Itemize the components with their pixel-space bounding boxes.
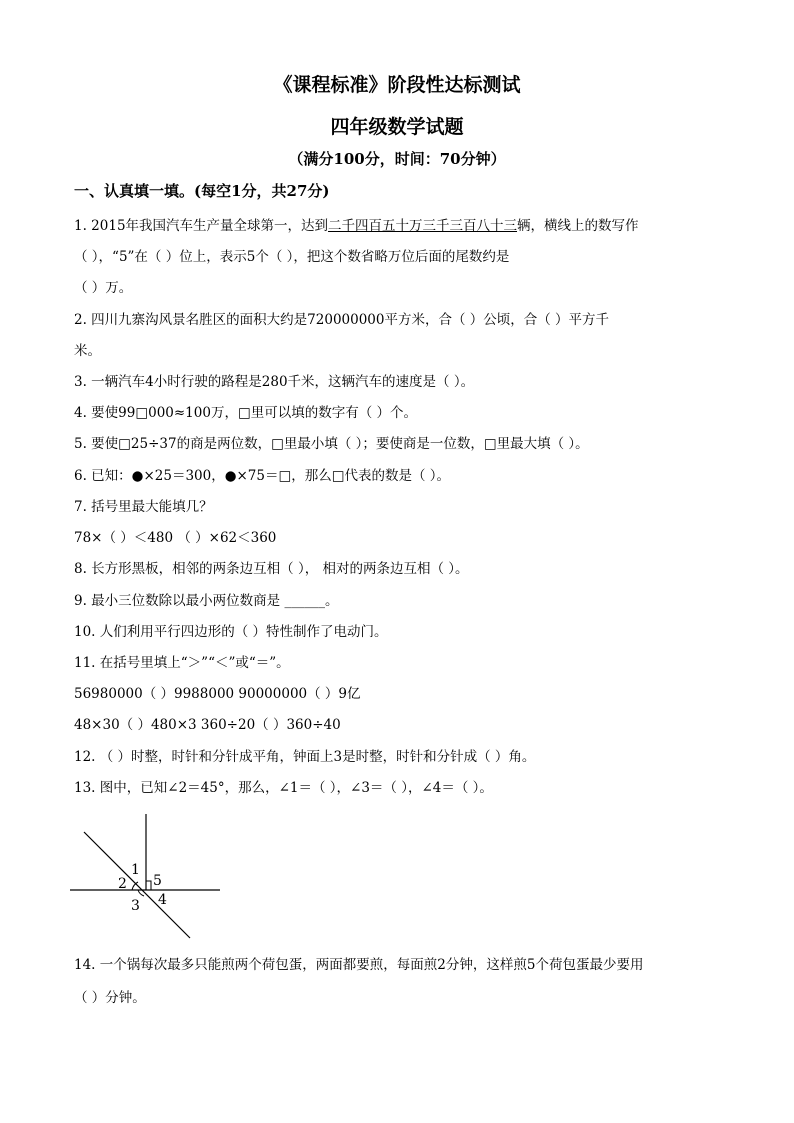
q1-underlined-number: 二千四百五十万三千三百八十三 <box>328 218 518 234</box>
question-8: 8. 长方形黑板，相邻的两条边互相（ ）， 相对的两条边互相（ ）。 <box>74 561 469 577</box>
question-11-line-1: 11. 在括号里填上“＞”“＜”或“＝”。 <box>74 655 290 671</box>
question-7-line-1: 7. 括号里最大能填几？ <box>74 499 213 515</box>
q1-text-pre: 1. 2015年我国汽车生产量全球第一，达到 <box>74 218 329 234</box>
angle-label-2: 2 <box>118 876 127 892</box>
question-14-line-1: 14. 一个锅每次最多只能煎两个荷包蛋，两面都要煎，每面煎2分钟，这样煎5个荷包蛋最少要用 <box>74 957 644 973</box>
angle-label-5: 5 <box>153 873 162 889</box>
question-14-line-2: （ ）分钟。 <box>74 990 146 1006</box>
question-1-line-1 <box>74 214 734 234</box>
question-1-line-2: （ ），“5”在（ ）位上，表示5个（ ），把这个数省略万位后面的尾数约是 <box>74 249 510 265</box>
diagonal-line <box>84 832 190 938</box>
angle-label-4: 4 <box>158 892 167 908</box>
question-3: 3. 一辆汽车4小时行驶的路程是280千米，这辆汽车的速度是（ ）。 <box>74 374 475 390</box>
question-6: 6. 已知：●×25＝300，●×75＝□，那么□代表的数是（ ）。 <box>74 468 451 484</box>
exam-title: 《课程标准》阶段性达标测试 <box>273 74 521 96</box>
question-1-line-3: （ ）万。 <box>74 280 133 296</box>
section-1-heading: 一、认真填一填。(每空1分，共27分) <box>74 182 330 200</box>
exam-subtitle: 四年级数学试题 <box>330 116 464 138</box>
question-2-line-1: 2. 四川九寨沟风景名胜区的面积大约是720000000平方米，合（ ）公顷，合（ ）平方千 <box>74 312 610 328</box>
question-5: 5. 要使□25÷37的商是两位数，□里最小填（ ）；要使商是一位数，□里最大填（ ）。 <box>74 436 589 452</box>
right-angle-mark <box>146 881 151 890</box>
angle-figure <box>70 810 230 940</box>
question-4: 4. 要使99□000≈100万，□里可以填的数字有（ ）个。 <box>74 405 417 421</box>
angle-label-3: 3 <box>131 898 140 914</box>
question-2-line-2: 米。 <box>74 343 101 359</box>
question-7-line-2: 78×（ ）＜480 （ ）×62＜360 <box>74 530 277 546</box>
question-11-line-2: 56980000（ ）9988000 90000000（ ）9亿 <box>74 686 361 702</box>
question-12: 12. （ ）时整，时针和分针成平角，钟面上3是时整，时针和分针成（ ）角。 <box>74 749 536 765</box>
question-11-line-3: 48×30（ ）480×3 360÷20（ ）360÷40 <box>74 717 341 733</box>
question-9: 9. 最小三位数除以最小两位数商是 ______。 <box>74 593 339 609</box>
angle-label-1: 1 <box>131 862 140 878</box>
question-10: 10. 人们利用平行四边形的（ ）特性制作了电动门。 <box>74 624 388 640</box>
question-13: 13. 图中，已知∠2＝45°，那么，∠1＝（ ），∠3＝（ ），∠4＝（ ）。 <box>74 780 493 796</box>
q1-text-post: 辆，横线上的数写作 <box>517 218 639 234</box>
exam-info: （满分100分，时间：70分钟） <box>288 150 506 168</box>
